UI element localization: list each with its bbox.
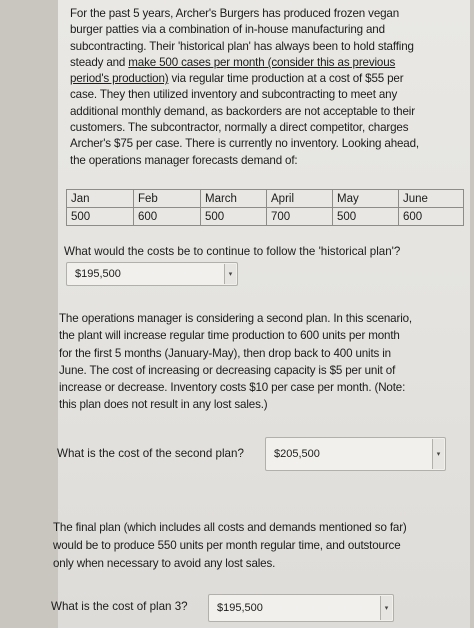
question-3-answer-select[interactable] <box>208 594 394 622</box>
intro-paragraph <box>70 6 462 169</box>
table-header-cell: June <box>399 190 464 208</box>
underlined-text: period's production) <box>70 72 169 86</box>
dropdown-arrow-icon[interactable]: ▾ <box>432 439 444 469</box>
table-row-demand <box>67 208 464 226</box>
intro-line: For the past 5 years, Archer's Burgers has produced frozen vegan <box>70 7 400 20</box>
table-cell: 500 <box>333 208 399 226</box>
plan-2-line: June. The cost of increasing or decreasing capacity is $5 per unit of <box>59 363 396 377</box>
question-2-label: What is the cost of the second plan? <box>57 447 244 460</box>
selected-answer: $195,500 <box>217 602 263 614</box>
plan-2-line: increase or decrease. Inventory costs $10 per case per month. (Note: <box>59 381 406 395</box>
dropdown-arrow-icon[interactable]: ▾ <box>224 264 236 284</box>
selected-answer: $195,500 <box>75 268 121 280</box>
table-header-cell: March <box>201 190 267 208</box>
table-header-cell: Feb <box>134 190 201 208</box>
table-cell: 600 <box>134 208 201 226</box>
table-row-months <box>67 190 464 208</box>
question-1-label: What would the costs be to continue to follow the 'historical plan'? <box>64 245 401 258</box>
intro-line: case. They then utilized inventory and subcontracting to meet any <box>70 88 398 102</box>
question-1-answer-select[interactable] <box>66 262 238 286</box>
table-header-cell: Jan <box>67 190 134 208</box>
plan-2-line: for the first 5 months (January-May), then drop back to 400 units in <box>59 346 391 360</box>
question-2-answer-select[interactable] <box>265 437 446 471</box>
plan-3-paragraph <box>53 519 467 573</box>
intro-text: via regular time production at a cost of $55 per <box>168 72 404 86</box>
intro-line <box>70 55 462 71</box>
underlined-text: make 500 cases per month (consider this as previous <box>128 55 396 69</box>
selected-answer: $205,500 <box>274 448 320 460</box>
table-header-cell: May <box>333 190 399 208</box>
intro-line: subcontracting. Their 'historical plan' has always been to hold staffing <box>70 39 414 53</box>
plan-2-line: the plant will increase regular time production to 600 units per month <box>59 329 400 343</box>
plan-2-line: this plan does not result in any lost sales.) <box>59 398 268 412</box>
intro-line: burger patties via a combination of in-house manufacturing and <box>70 23 385 37</box>
table-header-cell: April <box>267 190 333 208</box>
table-cell: 500 <box>67 208 134 226</box>
intro-line <box>70 71 462 87</box>
dropdown-arrow-icon[interactable]: ▾ <box>380 596 392 620</box>
demand-table <box>66 189 464 226</box>
plan-3-line: only when necessary to avoid any lost sales. <box>53 557 276 570</box>
intro-line: customers. The subcontractor, normally a direct competitor, charges <box>70 121 409 135</box>
intro-line: Archer's $75 per case. There is currently no inventory. Looking ahead, <box>70 137 419 151</box>
intro-line: the operations manager forecasts demand of: <box>70 153 298 167</box>
table-cell: 600 <box>399 208 464 226</box>
intro-text: steady and <box>70 55 129 69</box>
intro-line: additional monthly demand, as backorders are not acceptable to their <box>70 104 415 118</box>
plan-3-line: The final plan (which includes all costs and demands mentioned so far) <box>53 521 407 534</box>
plan-2-paragraph <box>59 310 467 414</box>
question-3-label: What is the cost of plan 3? <box>51 600 188 613</box>
table-cell: 500 <box>201 208 267 226</box>
table-cell: 700 <box>267 208 333 226</box>
plan-3-line: would be to produce 550 units per month regular time, and outstource <box>53 539 401 552</box>
plan-2-line: The operations manager is considering a second plan. In this scenario, <box>59 312 412 325</box>
